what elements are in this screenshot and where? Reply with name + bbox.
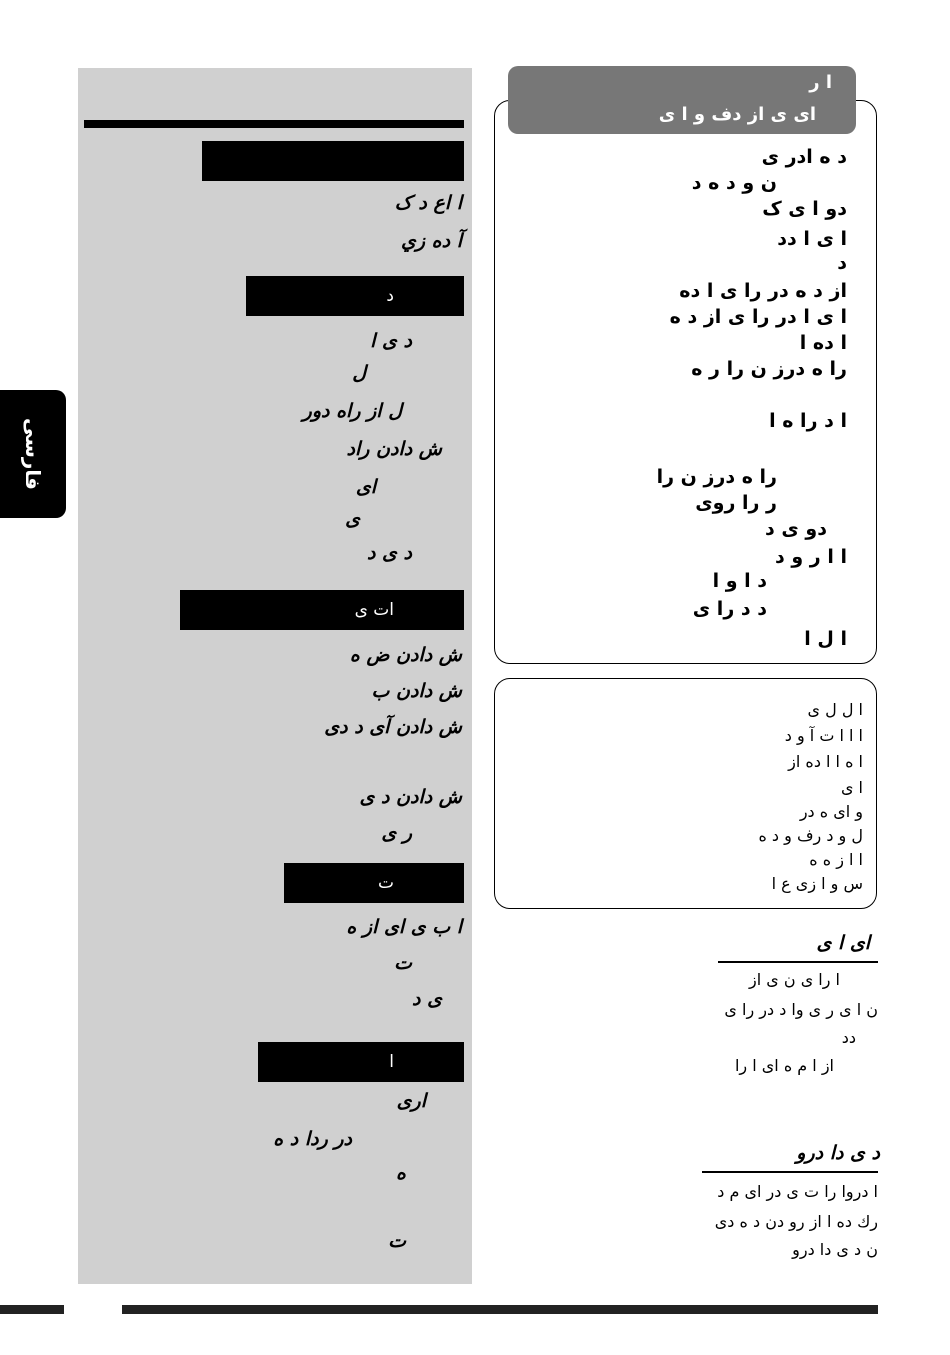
note-body [494, 678, 877, 909]
warning-line: را ه درز ن را [656, 466, 777, 488]
contents-item: اری [396, 1090, 426, 1112]
contents-heading-1 [202, 141, 464, 181]
contents-item: ی د [412, 988, 442, 1010]
warning-line: دو ی د [765, 518, 827, 540]
contents-heading-3: ات ی [180, 590, 464, 630]
warning-line: ن و د ه د [691, 172, 777, 194]
section-text: ن د ی دا درو [792, 1240, 878, 1259]
contents-item: ت [394, 952, 412, 974]
section-text: ا دروا را ت ی در ای م د [717, 1182, 878, 1201]
note-line: س و ا زی ع ا [771, 874, 863, 893]
warning-line: ا ل ا [804, 628, 847, 650]
contents-item: ا اع د ک [394, 192, 462, 214]
contents-item: ش دادن د ی [359, 786, 462, 808]
section-heading: ای ا ی [816, 932, 870, 954]
warning-line: ا ده ا [799, 332, 847, 354]
warning-line: ا ی ا دد [777, 228, 847, 250]
warning-line: ر را روی [695, 492, 777, 514]
note-line: ا ل ل ی [807, 700, 863, 719]
contents-item: ه [396, 1162, 406, 1184]
footer-rule-right [122, 1305, 878, 1314]
section-heading-rule [702, 1171, 878, 1173]
contents-item: د ی د [366, 542, 412, 564]
section-text: ن ا ی ر ی وا د در را ی [724, 1000, 878, 1019]
language-tab-label: فارسی [21, 417, 45, 491]
section-heading: د ی دا درو [796, 1142, 880, 1164]
note-line: ا ا ا ت آ و د [784, 726, 863, 745]
contents-list [78, 68, 472, 1284]
contents-item: ش دادن ض ه [349, 644, 462, 666]
warning-line: د ه ادر ی [761, 146, 847, 168]
contents-item: ش دادن ب [371, 680, 462, 702]
footer-rule-left [0, 1305, 64, 1314]
warning-line: را ه درز ن را ر ه [691, 358, 847, 380]
contents-item: ی [345, 508, 360, 530]
contents-item: ش دادن آی د دی [324, 716, 462, 738]
contents-item: ل [352, 362, 366, 384]
warning-line: دو ا ی ک [762, 198, 847, 220]
warning-line: د ا و ا [712, 570, 767, 592]
contents-heading-2: د [246, 276, 464, 316]
contents-item: ل از راه دور [302, 400, 402, 422]
warning-line: ا ی ا در را ی از د ه [669, 306, 847, 328]
note-line: ا ه ا ا ده از [788, 752, 863, 771]
section-heading-rule [718, 961, 878, 963]
note-line: ا ی [840, 778, 863, 797]
contents-heading-4: ت [284, 863, 464, 903]
contents-item: ای [355, 476, 376, 498]
warning-line: د [837, 252, 847, 274]
contents-heading-5: ا [258, 1042, 464, 1082]
contents-item: ا ب ی ای از ه [346, 916, 462, 938]
language-tab [0, 390, 66, 518]
warning-body [494, 100, 877, 664]
note-line: و ای ه در [799, 802, 863, 821]
section-text: دد [841, 1028, 856, 1047]
section-text: ا را ی ن ی از [748, 970, 840, 989]
warning-subtitle: ای ی از دف و ا ی [658, 104, 816, 125]
contents-item: ر ی [381, 822, 412, 844]
warning-title: ا ر [809, 72, 832, 93]
contents-item: ت [388, 1230, 406, 1252]
contents-item: د ی ا [370, 330, 412, 352]
warning-line: ا ا ر و د [775, 546, 847, 568]
section-text: رك ده ا از رو دن د ه دی [714, 1212, 878, 1231]
warning-line: از د ه در را ی ا ده [679, 280, 847, 302]
note-line: ل و د رف و د ه [758, 826, 863, 845]
note-line: ا ا ز ه ه [809, 850, 863, 869]
contents-item: در ردا د ه [273, 1128, 352, 1150]
contents-item: آ ده زي [401, 230, 462, 252]
warning-line: د د را ی [692, 598, 767, 620]
contents-item: ش دادن راد [346, 438, 442, 460]
section-text: از ا م ه ای ا را [734, 1056, 834, 1075]
warning-line: ا د را ه ا [769, 410, 847, 432]
